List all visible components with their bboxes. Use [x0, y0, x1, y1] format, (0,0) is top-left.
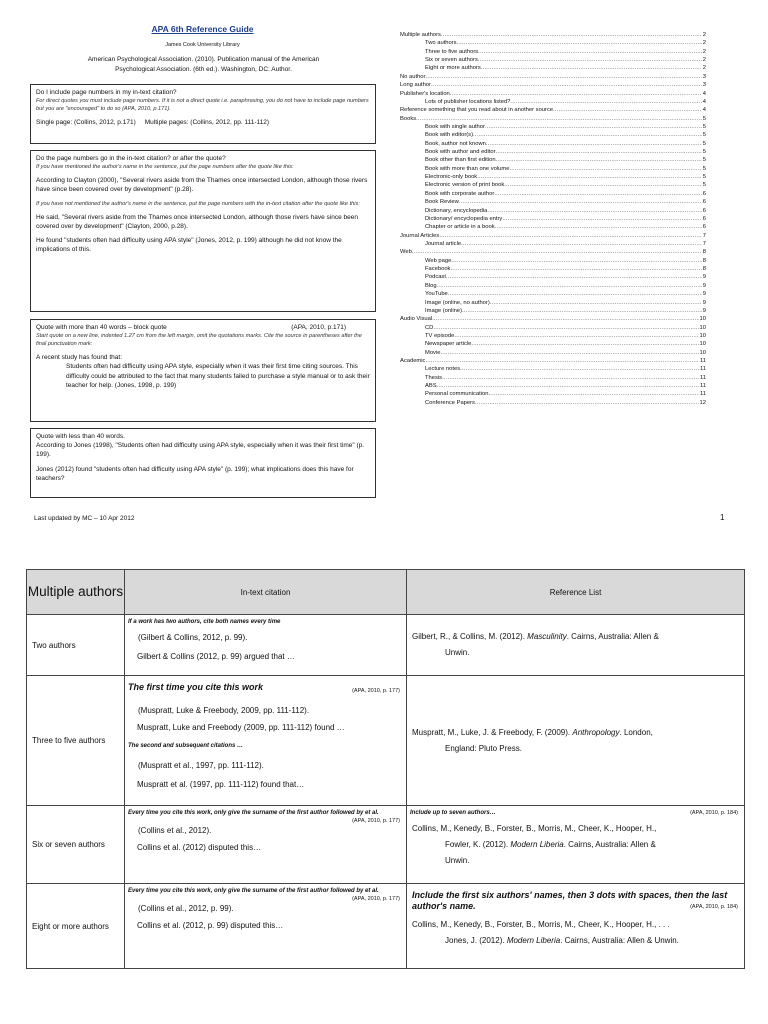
toc-leader-dots	[431, 81, 702, 89]
toc-entry-label: Book, author not known	[425, 140, 486, 147]
toc-entry-page: 2	[702, 57, 706, 64]
reference-note: Include up to seven authors… (APA, 2010, p. 184)	[410, 810, 738, 816]
toc-entry[interactable]	[400, 115, 706, 123]
toc-entry[interactable]	[400, 140, 706, 148]
toc-leader-dots	[490, 299, 702, 307]
toc-entry[interactable]	[400, 39, 706, 47]
reference-entry: Gilbert, R., & Collins, M. (2012). Masculinity. Cairns, Australia: Allen & Unwin.	[407, 615, 745, 676]
toc-entry-page: 8	[702, 249, 706, 256]
row-label: Eight or more authors	[27, 884, 125, 969]
toc-entry-label: Publisher's location	[400, 90, 450, 97]
citation-example: (Muspratt, Luke & Freebody, 2009, pp. 111-112).	[138, 706, 310, 715]
toc-entry-page: 5	[702, 149, 706, 156]
toc-entry-page: 4	[702, 98, 706, 105]
toc-entry-label: Thesis	[425, 374, 443, 381]
toc-entry[interactable]	[400, 173, 706, 181]
block-quote-box: Quote with more than 40 words – block quote (APA, 2010, p.171) Start quote on a new line, indented 1.27 cm from the left margin, omit the quotations marks. Cite the source in parentheses after the final punctuation mark: A recent study has found that: Students often had difficulty using APA style, especially when it was their first time citing sources. This difficulty could be attributed to the fact that many students failed to purchase a style manual or to ask their teacher for help. (Jones, 1998, p. 199)	[30, 319, 376, 422]
toc-entry-label: Book other than first edition	[425, 157, 496, 164]
toc-entry-page: 7	[702, 232, 706, 239]
toc-entry[interactable]	[400, 31, 706, 39]
toc-leader-dots	[488, 390, 698, 398]
reference-note: Include the first six authors' names, then 3 dots with spaces, then the last author's name. (APA, 2010, p. 184)	[412, 890, 738, 911]
toc-entry[interactable]	[400, 340, 706, 348]
toc-entry-page: 11	[699, 366, 706, 373]
toc-entry-page: 10	[699, 316, 706, 323]
toc-leader-dots	[502, 215, 701, 223]
reference-entry: Include the first six authors' names, then 3 dots with spaces, then the last author's name. (APA, 2010, p. 184) Collins, M., Kenedy, B., Forster, B., Morris, M., Cheer, K., Hooper, H., . . . Jones, J. (2012). Modern Liberia. Cairns, Australia: Allen & Unwin.	[407, 884, 745, 969]
toc-leader-dots	[510, 98, 701, 106]
toc-entry[interactable]	[400, 390, 706, 398]
toc-leader-dots	[432, 315, 698, 323]
toc-entry-label: Journal Articles	[400, 232, 440, 239]
toc-entry[interactable]	[400, 240, 706, 248]
toc-leader-dots	[459, 198, 702, 206]
row-label: Six or seven authors	[27, 806, 125, 884]
toc-entry[interactable]	[400, 399, 706, 407]
toc-leader-dots	[439, 232, 701, 240]
toc-entry-label: Dictionary, encyclopedia	[425, 207, 488, 214]
table-header-row	[27, 570, 745, 615]
toc-entry-page: 5	[702, 123, 706, 130]
toc-entry-label: Lecture notes	[425, 366, 461, 373]
toc-entry[interactable]	[400, 81, 706, 89]
toc-entry-label: Audio Visual	[400, 316, 433, 323]
citation-example: (Collins et al., 2012, p. 99).	[138, 904, 234, 913]
toc-entry[interactable]	[400, 207, 706, 215]
toc-leader-dots	[473, 131, 702, 139]
toc-entry-label: Three to five authors	[425, 48, 479, 55]
toc-entry[interactable]	[400, 123, 706, 131]
toc-leader-dots	[442, 374, 699, 382]
toc-leader-dots	[471, 340, 698, 348]
toc-leader-dots	[425, 357, 699, 365]
toc-entry-label: Image (online)	[425, 307, 463, 314]
toc-leader-dots	[478, 56, 702, 64]
toc-entry-label: Lots of publisher locations listed?	[425, 98, 511, 105]
page-number-placement-box: Do the page numbers go in the in-text citation? or after the quote? If you have mentioned the author's name in the sentence, put the page numbers after the quote like this: According to Clayton (2000), "Several rivers aside from the Thames once intersected London, although those rivers have since been covered over by development" (p.28). If you have not mentioned the author's name in the sentence, put the page numbers with the in-text citation after the quote like this: He said, "Several rivers aside from the Thames once intersected London, although those rivers have since been covered over by development" (Clayton, 2000, p.28). He found "students often had difficulty using APA style" (Jones, 2012, p. 199) although he did not know the implications of this.	[30, 150, 376, 312]
toc-entry-label: Facebook	[425, 266, 451, 273]
toc-entry-page: 2	[702, 65, 706, 72]
table-row	[27, 806, 745, 884]
citation-note: Every time you cite this work, only give the surname of the first author followed by et al. (APA, 2010, p. 177)	[128, 888, 400, 902]
toc-entry[interactable]	[400, 265, 706, 273]
toc-entry[interactable]	[400, 232, 706, 240]
toc-entry-page: 9	[702, 299, 706, 306]
page-number: 1	[720, 513, 725, 522]
toc-entry-label: Books	[400, 115, 417, 122]
toc-entry-page: 3	[702, 73, 706, 80]
toc-leader-dots	[481, 64, 702, 72]
toc-entry-label: Academic	[400, 358, 426, 365]
toc-entry-label: Book with editor(s)	[425, 132, 474, 139]
toc-entry-label: Electronic-only book	[425, 174, 478, 181]
toc-entry[interactable]	[400, 374, 706, 382]
toc-entry-page: 5	[702, 174, 706, 181]
toc-entry[interactable]	[400, 131, 706, 139]
toc-entry[interactable]	[400, 48, 706, 56]
toc-entry-label: Movie	[425, 349, 441, 356]
toc-entry-page: 3	[702, 82, 706, 89]
toc-entry[interactable]	[400, 290, 706, 298]
toc-entry[interactable]	[400, 90, 706, 98]
toc-entry-page: 8	[702, 257, 706, 264]
toc-entry[interactable]	[400, 365, 706, 373]
toc-entry-label: No author	[400, 73, 426, 80]
toc-entry-page: 6	[702, 215, 706, 222]
row-label: Two authors	[27, 615, 125, 676]
toc-entry-page: 11	[699, 383, 706, 390]
toc-leader-dots	[461, 240, 702, 248]
toc-entry-label: Electronic version of print book	[425, 182, 505, 189]
toc-entry-label: Book with single author	[425, 123, 485, 130]
toc-entry-label: YouTube	[425, 291, 448, 298]
toc-leader-dots	[425, 73, 701, 81]
toc-entry-label: Personal communication	[425, 391, 489, 398]
toc-entry-page: 5	[702, 132, 706, 139]
multiple-authors-table	[26, 569, 745, 969]
toc-leader-dots	[475, 399, 699, 407]
toc-leader-dots	[553, 106, 702, 114]
page-numbers-box: Do I include page numbers in my in-text citation? For direct quotes you must include page numbers. If it is not a direct quote i.e. paraphrasing, you do not have to include page numbers but you are "encouraged" to do so (APA, 2010, p.171). Single page: (Collins, 2012, p.171) Multiple pages: (Collins, 2012, pp. 111-112)	[30, 84, 376, 144]
toc-entry-page: 10	[699, 324, 706, 331]
toc-leader-dots	[494, 190, 701, 198]
toc-leader-dots	[450, 265, 701, 273]
toc-leader-dots	[496, 156, 702, 164]
reference-entry: Muspratt, M., Luke, J. & Freebody, F. (2009). Anthropology. London, England: Pluto Press.	[407, 676, 745, 806]
toc-entry[interactable]	[400, 64, 706, 72]
citation-example: Collins et al. (2012) disputed this…	[137, 843, 262, 852]
toc-leader-dots	[446, 273, 702, 281]
column-header-reference-list: Reference List	[407, 570, 745, 615]
toc-entry-label: Book with more than one volume	[425, 165, 510, 172]
toc-entry[interactable]	[400, 349, 706, 357]
toc-leader-dots	[437, 282, 702, 290]
toc-entry[interactable]	[400, 257, 706, 265]
toc-entry-page: 11	[699, 391, 706, 398]
toc-entry-label: Eight or more authors	[425, 65, 481, 72]
toc-entry[interactable]	[400, 324, 706, 332]
citation-example: (Collins et al., 2012).	[138, 826, 212, 835]
toc-entry-page: 9	[702, 307, 706, 314]
table-row	[27, 615, 745, 676]
citation-example: (Muspratt et al., 1997, pp. 111-112).	[138, 761, 264, 770]
toc-entry-label: Newspaper article	[425, 341, 472, 348]
toc-entry[interactable]	[400, 315, 706, 323]
last-updated: Last updated by MC – 10 Apr 2012	[34, 515, 135, 522]
toc-entry[interactable]	[400, 56, 706, 64]
toc-entry[interactable]	[400, 181, 706, 189]
toc-leader-dots	[460, 365, 699, 373]
toc-entry-page: 10	[699, 349, 706, 356]
toc-entry[interactable]	[400, 382, 706, 390]
table-of-contents	[400, 31, 706, 407]
table-row	[27, 676, 745, 806]
toc-entry-label: Web	[400, 249, 412, 256]
toc-leader-dots	[495, 223, 702, 231]
toc-leader-dots	[462, 307, 702, 315]
toc-entry-label: Multiple authors	[400, 32, 441, 38]
toc-entry[interactable]	[400, 299, 706, 307]
toc-entry-page: 5	[702, 140, 706, 147]
citation-note: The first time you cite this work (APA, 2010, p. 177)	[128, 682, 400, 694]
toc-entry-page: 9	[702, 274, 706, 281]
citation-note: The second and subsequent citations …	[128, 743, 244, 749]
toc-entry[interactable]	[400, 223, 706, 231]
toc-leader-dots	[448, 290, 702, 298]
toc-entry[interactable]	[400, 148, 706, 156]
toc-entry[interactable]	[400, 165, 706, 173]
toc-entry[interactable]	[400, 215, 706, 223]
toc-entry[interactable]	[400, 190, 706, 198]
table-row	[27, 884, 745, 969]
citation-example: Gilbert & Collins (2012, p. 99) argued that …	[137, 652, 295, 661]
toc-entry-page: 6	[702, 207, 706, 214]
toc-entry-label: CD	[425, 324, 434, 331]
citation-example: Muspratt et al. (1997, pp. 111-112) found that…	[137, 780, 305, 789]
short-quote-box: Quote with less than 40 words. According to Jones (1998), "Students often had difficulty using APA style, especially when it was their first time" (p. 199). Jones (2012) found "students often had difficulty using APA style" (p. 199); what implications does this have for teachers?	[30, 428, 376, 498]
toc-entry-page: 5	[702, 157, 706, 164]
toc-entry[interactable]	[400, 332, 706, 340]
column-header-in-text-citation: In-text citation	[125, 570, 407, 615]
toc-entry[interactable]	[400, 307, 706, 315]
toc-leader-dots	[485, 123, 702, 131]
toc-entry-page: 5	[702, 182, 706, 189]
toc-entry[interactable]	[400, 357, 706, 365]
toc-entry-page: 5	[702, 165, 706, 172]
citation-example: Muspratt, Luke and Freebody (2009, pp. 111-112) found …	[137, 723, 345, 732]
citation-example: Collins et al. (2012, p. 99) disputed this…	[137, 921, 284, 930]
toc-entry-page: 2	[702, 32, 706, 38]
toc-entry-page: 2	[702, 40, 706, 47]
toc-leader-dots	[496, 148, 702, 156]
toc-entry-page: 11	[699, 374, 706, 381]
citation-note: If a work has two authors, cite both names every time	[128, 619, 281, 625]
toc-entry-page: 6	[702, 190, 706, 197]
toc-entry-page: 7	[702, 240, 706, 247]
toc-entry-page: 8	[702, 266, 706, 273]
toc-entry-label: Dictionary/ encyclopedia entry	[425, 215, 503, 222]
guide-title: APA 6th Reference Guide	[151, 24, 254, 34]
toc-entry-label: Two authors	[425, 40, 457, 47]
toc-entry-page: 4	[702, 107, 706, 114]
toc-leader-dots	[416, 115, 702, 123]
toc-entry-label: Book Review	[425, 199, 459, 206]
toc-entry-page: 4	[702, 90, 706, 97]
toc-entry-label: Image (online, no author)	[425, 299, 490, 306]
toc-leader-dots	[478, 48, 702, 56]
apa-manual-citation: American Psychological Association. (2010). Publication manual of the American Psychological Association. (6th ed.). Washington, DC: Author.	[87, 56, 320, 73]
toc-entry-page: 5	[702, 115, 706, 122]
toc-leader-dots	[441, 31, 702, 39]
toc-leader-dots	[486, 140, 702, 148]
toc-leader-dots	[487, 207, 701, 215]
toc-entry[interactable]	[400, 248, 706, 256]
toc-entry-page: 6	[702, 199, 706, 206]
toc-entry-label: Blog	[425, 282, 437, 289]
toc-entry[interactable]	[400, 106, 706, 114]
toc-entry-page: 12	[699, 399, 706, 406]
toc-entry-page: 6	[702, 224, 706, 231]
toc-leader-dots	[454, 332, 698, 340]
toc-leader-dots	[504, 181, 702, 189]
toc-entry-page: 9	[702, 282, 706, 289]
table-heading: Multiple authors	[27, 570, 125, 615]
toc-entry-page: 11	[699, 358, 706, 365]
toc-leader-dots	[457, 39, 702, 47]
toc-leader-dots	[509, 165, 701, 173]
row-label: Three to five authors	[27, 676, 125, 806]
reference-entry: Include up to seven authors… (APA, 2010, p. 184) Collins, M., Kenedy, B., Forster, B., Morris, M., Cheer, K., Hooper, H., Fowler, K. (2012). Modern Liberia. Cairns, Australia: Allen & Unwin.	[407, 806, 745, 884]
toc-entry[interactable]	[400, 98, 706, 106]
toc-entry[interactable]	[400, 282, 706, 290]
toc-entry[interactable]	[400, 198, 706, 206]
toc-entry-label: Book with author and editor	[425, 149, 496, 156]
toc-entry-page: 9	[702, 291, 706, 298]
toc-leader-dots	[450, 90, 702, 98]
toc-entry-label: TV episode	[425, 332, 455, 339]
toc-entry-label: Six or seven authors	[425, 57, 478, 64]
library-name: James Cook University Library	[165, 42, 240, 48]
toc-entry[interactable]	[400, 156, 706, 164]
toc-entry-label: Web page	[425, 257, 452, 264]
toc-entry[interactable]	[400, 73, 706, 81]
toc-entry-label: Long author	[400, 82, 431, 89]
toc-entry-label: Podcast	[425, 274, 446, 281]
toc-entry-page: 10	[699, 332, 706, 339]
citation-note: Every time you cite this work, only give the surname of the first author followed by et al. (APA, 2010, p. 177)	[128, 810, 400, 824]
toc-entry-label: ABS	[425, 383, 437, 390]
toc-entry-label: Reference something that you read about in another source	[400, 107, 554, 114]
toc-leader-dots	[440, 349, 698, 357]
toc-leader-dots	[477, 173, 702, 181]
citation-example: (Gilbert & Collins, 2012, p. 99).	[138, 633, 248, 642]
toc-entry-label: Conference Papers	[425, 399, 475, 406]
toc-entry-page: 10	[699, 341, 706, 348]
toc-leader-dots	[433, 324, 698, 332]
toc-leader-dots	[451, 257, 701, 265]
toc-entry-label: Book with corporate author	[425, 190, 495, 197]
toc-entry-label: Journal article	[425, 240, 462, 247]
toc-leader-dots	[412, 248, 702, 256]
toc-leader-dots	[437, 382, 699, 390]
toc-entry-label: Chapter or article in a book	[425, 224, 495, 231]
toc-entry-page: 2	[702, 48, 706, 55]
toc-entry[interactable]	[400, 273, 706, 281]
